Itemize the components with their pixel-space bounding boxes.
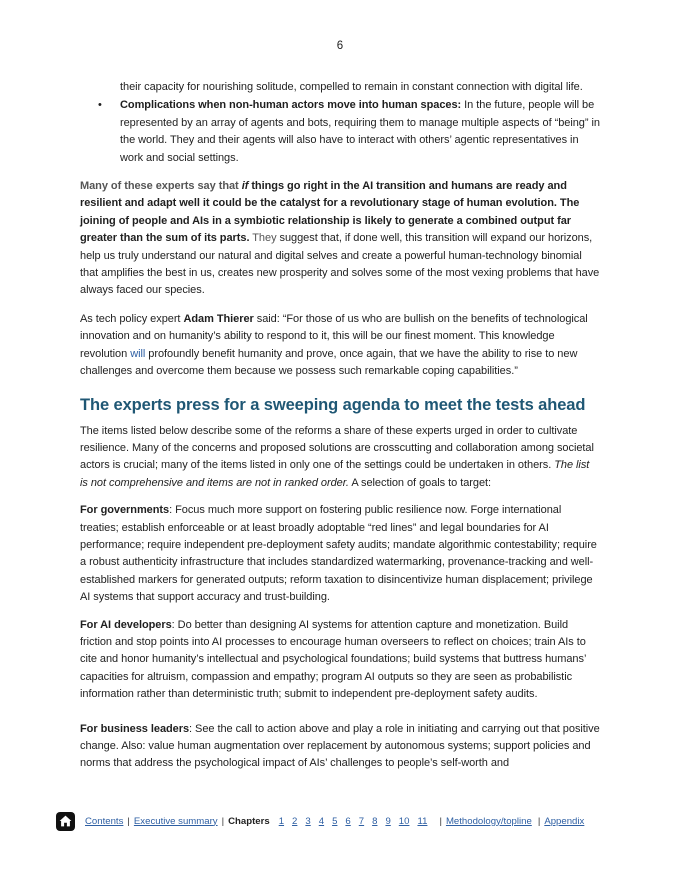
contents-link[interactable]: Contents	[85, 815, 124, 827]
methodology-link[interactable]: Methodology/topline	[445, 815, 532, 827]
footer-separator: |	[439, 815, 442, 827]
thierer-prefix: As tech policy expert	[80, 312, 184, 325]
bullet-dot: •	[98, 99, 102, 112]
page-number: 6	[336, 40, 344, 52]
thierer-will: will	[130, 347, 146, 360]
paragraph-items	[80, 423, 600, 493]
footer-navigation	[56, 811, 656, 831]
experts-rest: suggest that, if done well, this transition will expand our horizons, help us truly understand our natural and digital selves and create a powerful human-technology binomial that amplifies the best in us, creates new prosperity and solves some of the most vexing problems that have always faced our species.	[80, 232, 600, 297]
items-end: A selection of goals to target:	[348, 476, 492, 489]
experts-gray-start: Many of these experts say that	[80, 180, 242, 193]
chapter-link-7[interactable]: 7	[358, 815, 365, 827]
paragraph-thierer	[80, 311, 600, 381]
items-text: The items listed below describe some of the reforms a share of these experts urged in order to cultivate resilience. Many of the concerns and proposed solutions are crosscutting and collaboration among societal actors is crucial; many of the items listed in only one of the settings could be undertaken in others.	[80, 424, 594, 472]
bullet-text: In the future, people will be represented by an array of agents and bots, requiring them to manage multiple aspects of “being” in the world. They and their agents will also have to interact with others’ agentic representatives in work and social settings.	[120, 99, 600, 164]
thierer-name: Adam Thierer	[183, 312, 254, 325]
items-italic: The list is not comprehensive and items are not in ranked order.	[80, 459, 590, 489]
thierer-text-1: said: “For those of us who are bullish on the benefits of technological innovation and on humanity’s ability to respond to it, this will be our finest moment. This knowledge revolution	[80, 312, 588, 360]
developers-label: For AI developers	[80, 618, 172, 631]
appendix-link[interactable]: Appendix	[544, 815, 585, 827]
thierer-text-2: profoundly benefit humanity and prove, once again, that we have the ability to rise to new challenges and overcome them because we possess such remarkable coping capabilities.”	[80, 347, 578, 378]
footer-separator: |	[127, 815, 130, 827]
developers-text: : Do better than designing AI systems for attention capture and monetization. Build friction and stop points into AI processes to encourage human overseers to reflect on choices; train AIs to cite and honor humanity’s intellectual and psychological foundations; build systems that buttress humans’ capacities for altruism, compassion and empathy; program AI outputs so they are seen as probabilistic information rather than deterministic truth; submit to independent pre-deployment safety audits.	[80, 618, 586, 701]
bullet-item-complications	[80, 97, 600, 167]
chapter-link-6[interactable]: 6	[345, 815, 351, 827]
chapters-label: Chapters	[228, 815, 270, 827]
chapter-link-2[interactable]: 2	[292, 815, 298, 827]
governments-label: For governments	[80, 504, 170, 517]
chapter-link-5[interactable]: 5	[332, 815, 338, 827]
chapter-link-11[interactable]: 11	[417, 815, 428, 827]
governments-text: : Focus much more support on fostering public resilience now. Forge international treaties; establish enforceable or at least broadly adoptable “red lines” and legal boundaries for AI performance; require independent pre-deployment safety audits; mandate algorithmic contestability; require a robust authenticity infrastructure that includes standardized watermarking, provenance-tracking and well-established markers for generated outputs; reform taxation to disincentivize human displacement; privilege AI systems that support accuracy and trust-building.	[80, 504, 597, 604]
document-body	[80, 79, 600, 773]
chapter-link-9[interactable]: 9	[385, 815, 391, 827]
intro-continuation: their capacity for nourishing solitude, compelled to remain in constant connection with digital life.	[120, 81, 583, 93]
section-heading: The experts press for a sweeping agenda to meet the tests ahead	[80, 395, 586, 414]
paragraph-developers	[80, 617, 600, 704]
chapter-link-4[interactable]: 4	[318, 815, 325, 827]
paragraph-governments	[80, 502, 600, 606]
paragraph-business	[80, 721, 600, 773]
paragraph-experts	[80, 178, 600, 300]
chapter-link-10[interactable]: 10	[398, 815, 410, 827]
footer-separator: |	[537, 815, 541, 827]
experts-they: They	[249, 232, 277, 245]
executive-summary-link[interactable]: Executive summary	[133, 815, 218, 827]
chapter-link-1[interactable]: 1	[278, 815, 285, 827]
business-text: : See the call to action above and play a role in initiating and carrying out that positive change. Also: value human augmentation over replacement by autonomous systems; support policies and norms that address the psychological impact of AIs’ challenges to people’s self-worth and	[80, 722, 600, 770]
chapter-link-8[interactable]: 8	[372, 815, 378, 827]
experts-if: if	[241, 180, 249, 193]
footer-separator: |	[221, 815, 225, 827]
home-icon[interactable]	[56, 812, 75, 831]
experts-bold-claim: things go right in the AI transition and humans are ready and resilient and adapt well it could be the catalyst for a revolutionary stage of human evolution. The joining of people and AIs in a symbiotic relationship is likely to generate a combined output far greater than the sum of its parts.	[80, 180, 580, 245]
chapter-link-3[interactable]: 3	[305, 815, 311, 827]
bullet-lead: Complications when non-human actors move into human spaces:	[120, 99, 462, 112]
business-label: For business leaders	[80, 722, 190, 735]
